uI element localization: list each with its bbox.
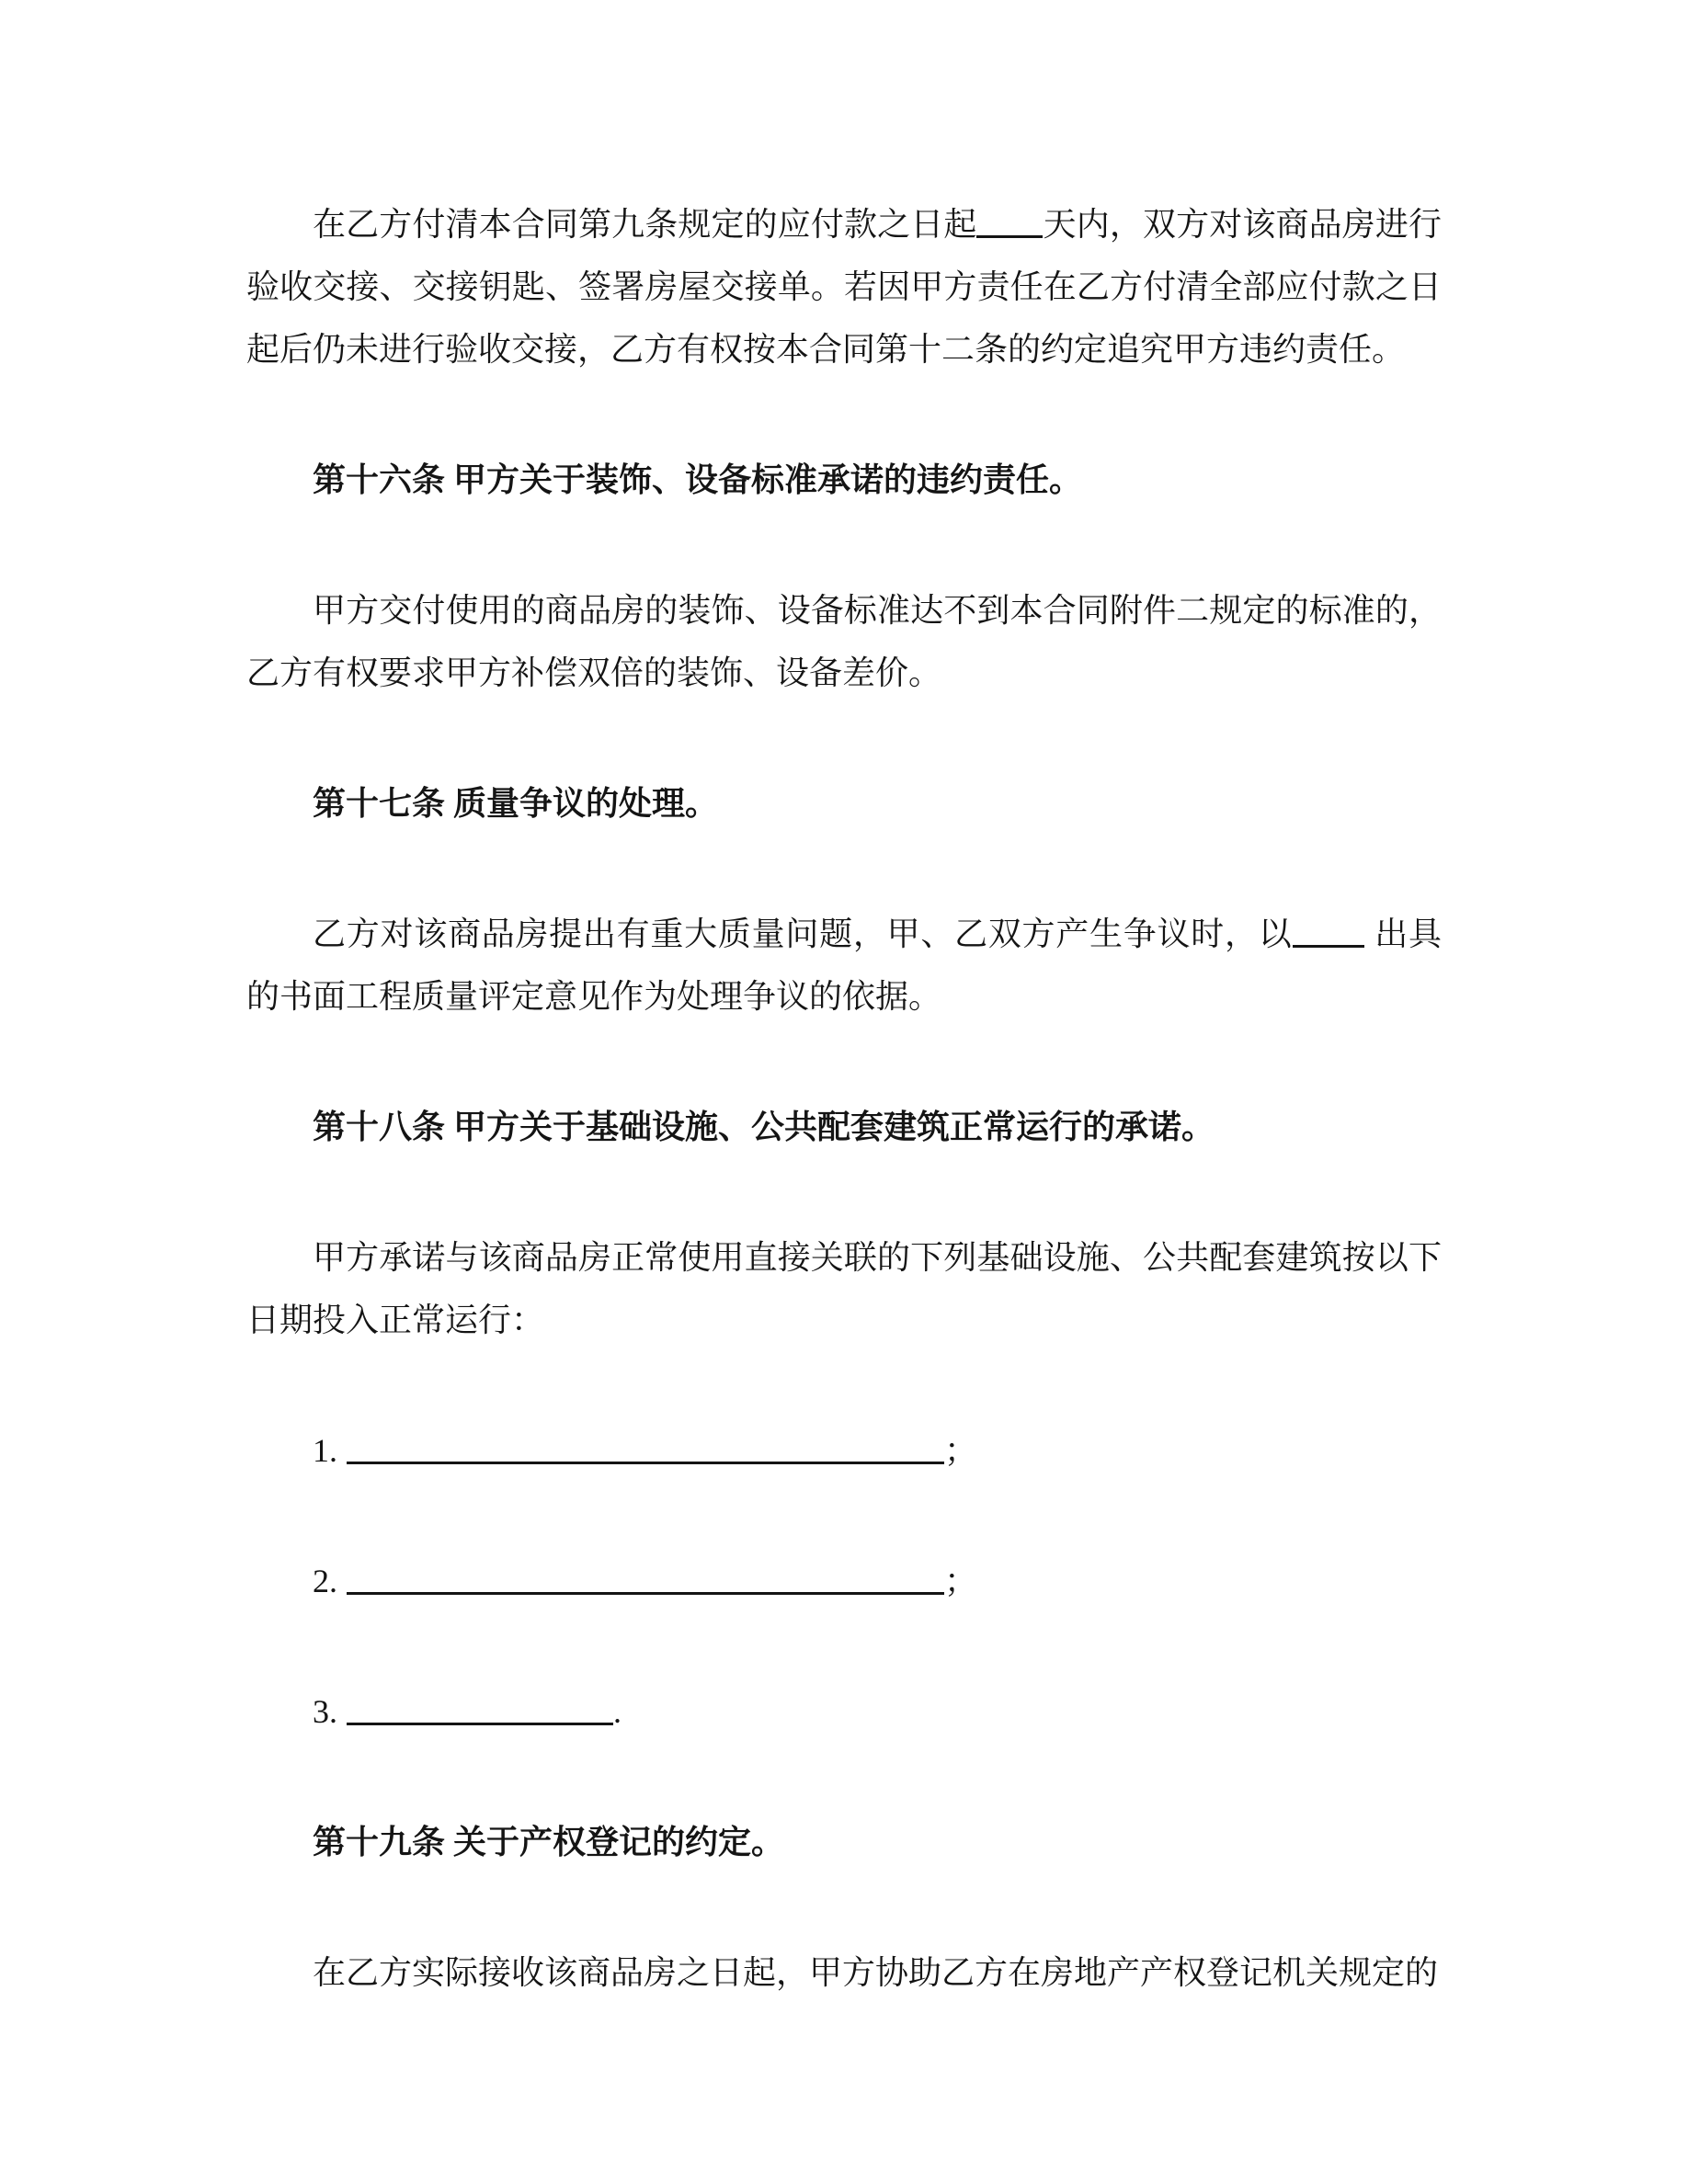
article-heading-16: 第十六条 甲方关于装饰、设备标准承诺的违约责任。 — [313, 461, 1083, 498]
article-heading-18: 第十八条 甲方关于基础设施、公共配套建筑正常运行的承诺。 — [313, 1109, 1215, 1145]
list-item-number: 1. — [313, 1432, 337, 1469]
list-item-punctuation: . — [613, 1693, 622, 1730]
paragraph-text: 在乙方付清本合同第九条规定的应付款之日起 — [313, 206, 977, 243]
list-item-punctuation: ； — [944, 1563, 978, 1599]
fill-in-blank-line — [347, 1428, 944, 1464]
contract-paragraph-registration: 在乙方实际接收该商品房之日起，甲方协助乙方在房地产产权登记机关规定的 — [313, 1954, 1439, 1991]
article-heading-19: 第十九条 关于产权登记的约定。 — [313, 1824, 785, 1860]
list-item-number: 3. — [313, 1693, 337, 1730]
contract-paragraph-acceptance — [246, 193, 1442, 381]
list-item-3 — [246, 1680, 1442, 1743]
fill-in-blank-line — [347, 1689, 613, 1725]
article-heading-17: 第十七条 质量争议的处理。 — [313, 785, 719, 822]
contract-paragraph-infrastructure: 甲方承诺与该商品房正常使用直接关联的下列基础设施、公共配套建筑按以下日期投入正常运行： — [246, 1239, 1442, 1338]
fill-in-blank-line — [347, 1559, 944, 1595]
paragraph-text: 乙方对该商品房提出有重大质量问题，甲、乙双方产生争议时，以 — [313, 916, 1293, 952]
list-item-number: 2. — [313, 1563, 337, 1599]
paragraph-text: 出具的书面工程质量评定意见作为处理争议的依据。 — [246, 916, 1442, 1015]
fill-in-blank-authority — [1293, 912, 1364, 948]
contract-paragraph-decoration-standard: 甲方交付使用的商品房的装饰、设备标准达不到本合同附件二规定的标准的，乙方有权要求甲方补偿双倍的装饰、设备差价。 — [246, 592, 1442, 691]
list-item-punctuation: ； — [944, 1432, 978, 1469]
list-item-2 — [246, 1550, 1442, 1612]
fill-in-blank-days — [976, 202, 1043, 238]
paragraph-text: 天内，双方对该商品房进行验收交接、交接钥匙、签署房屋交接单。若因甲方责任在乙方付清全部应付款之日起后仍未进行验收交接，乙方有权按本合同第十二条的约定追究甲方违约责任。 — [246, 206, 1442, 368]
list-item-1 — [246, 1419, 1442, 1482]
contract-paragraph-quality-dispute — [246, 903, 1442, 1028]
